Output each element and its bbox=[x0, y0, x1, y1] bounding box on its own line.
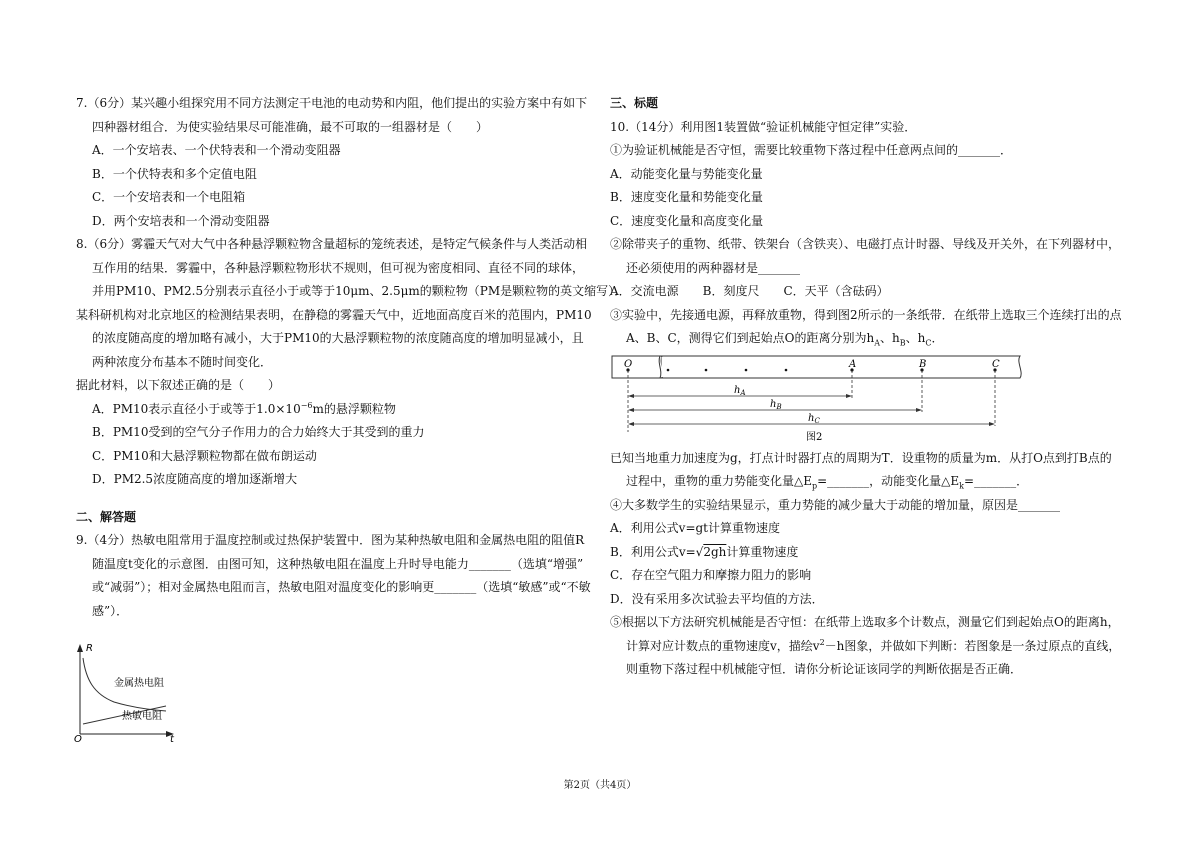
q9-stem-2: 随温度t变化的示意图．由图可知，这种热敏电阻在温度上升时导电能力_______（选填“增强” bbox=[92, 556, 584, 571]
q8-stem-2: 互作用的结果．雾霾中，各种悬浮颗粒物形状不规则，但可视为密度相同、直径不同的球体， bbox=[92, 260, 585, 275]
resistance-temperature-graph bbox=[74, 640, 184, 744]
q7-stem-2: 四种器材组合．为使实验结果尽可能准确，最不可取的一组器材是（ ） bbox=[92, 119, 489, 134]
tape-left-segment bbox=[612, 356, 662, 378]
section-3-heading: 三、标题 bbox=[610, 96, 659, 110]
q10-part5-1: ⑤根据以下方法研究机械能是否守恒：在纸带上选取多个计数点，测量它们到起始点O的距离h， bbox=[610, 615, 1120, 629]
label-o: O bbox=[624, 359, 633, 370]
fig2-caption: 图2 bbox=[806, 432, 823, 443]
left-column bbox=[76, 92, 627, 623]
question-9 bbox=[76, 529, 596, 623]
q7-option-c: C．一个安培表和一个电阻箱 bbox=[92, 190, 246, 204]
label-c: C bbox=[992, 359, 1000, 370]
q10-part5-3: 则重物下落过程中机械能守恒．请你分析论证该同学的判断依据是否正确． bbox=[626, 662, 1023, 676]
label-ha: $h_A$ bbox=[734, 385, 746, 397]
q10-part2-2: 还必须使用的两种器材是_______ bbox=[626, 260, 801, 275]
q8-stem-3: 并用PM10、PM2.5分别表示直径小于或等于10μm、2.5μm的颗粒物（PM是颗粒物的英文缩写）． bbox=[92, 284, 627, 298]
tape-right-segment bbox=[661, 356, 1021, 378]
q10-part5-2: 计算对应计数点的重物速度v，描绘$v^2-h$图象，并做如下判断：若图象是一条过原点的直线， bbox=[626, 637, 1121, 653]
q7-option-b: B．一个伏特表和多个定值电阻 bbox=[92, 166, 257, 181]
paper-tape-figure bbox=[610, 354, 1024, 444]
q9-stem-1: 9.（4分）热敏电阻常用于温度控制或过热保护装置中．图为某种热敏电阻和金属热电阻的阻值R bbox=[76, 533, 585, 547]
origin-label: O bbox=[74, 734, 82, 744]
tape-dot-2 bbox=[705, 369, 708, 372]
q7-option-d: D．两个安培表和一个滑动变阻器 bbox=[92, 213, 270, 228]
question-8 bbox=[76, 233, 627, 492]
section-2-heading: 二、解答题 bbox=[76, 509, 137, 524]
x-axis-label: t bbox=[170, 734, 174, 744]
q9-stem-3: 或“减弱”）；相对金属热电阻而言，热敏电阻对温度变化的影响更_______（选填“敏感”或“不敏 bbox=[92, 580, 591, 594]
q8-stem-1: 8.（6分）雾霾天气对大气中各种悬浮颗粒物含量超标的笼统表述，是特定气候条件与人类活动相 bbox=[76, 237, 588, 251]
q8-para2-3: 两种浓度分布基本不随时间变化． bbox=[92, 354, 273, 369]
q8-option-a: A．PM10表示直径小于或等于$1.0\times 10^{-6}m$的悬浮颗粒物 bbox=[92, 400, 396, 416]
tape-dot-4 bbox=[785, 369, 788, 372]
q10-stem: 10.（14分）利用图1装置做“验证机械能守恒定律”实验． bbox=[610, 119, 917, 134]
page-footer: 第2页（共4页） bbox=[563, 780, 637, 791]
q10-part4-option-b: B．利用公式v=√2gh计算重物速度 bbox=[610, 544, 799, 559]
q10-part4-option-a: A．利用公式v=gt计算重物速度 bbox=[610, 521, 781, 535]
q8-ask: 据此材料，以下叙述正确的是（ ） bbox=[76, 378, 281, 392]
q10-part4-option-c: C．存在空气阻力和摩擦力阻力的影响 bbox=[610, 568, 812, 582]
q8-option-d: D．PM2.5浓度随高度的增加逐渐增大 bbox=[92, 472, 298, 486]
label-a: A bbox=[849, 359, 857, 370]
label-b: B bbox=[919, 359, 927, 370]
q10-after-fig-1: 已知当地重力加速度为g，打点计时器打点的周期为T．设重物的质量为m．从打O点到打B点的 bbox=[610, 450, 1112, 465]
q10-part2-options: A．交流电源 B．刻度尺 C．天平（含砝码） bbox=[610, 284, 889, 298]
q10-part1-option-c: C．速度变化量和高度变化量 bbox=[610, 213, 764, 228]
q10-part1-option-b: B．速度变化量和势能变化量 bbox=[610, 190, 763, 204]
q10-part4: ④大多数学生的实验结果显示，重力势能的减少量大于动能的增加量，原因是_______ bbox=[610, 497, 1061, 512]
q10-part3-1: ③实验中，先接通电源，再释放重物，得到图2所示的一条纸带．在纸带上选取三个连续打出的点 bbox=[610, 307, 1122, 322]
metal-label: 金属热电阻 bbox=[114, 678, 164, 689]
q8-option-c: C．PM10和大悬浮颗粒物都在做布朗运动 bbox=[92, 448, 317, 463]
y-axis-arrow bbox=[77, 644, 83, 652]
thermistor-label: 热敏电阻 bbox=[122, 711, 162, 722]
q10-part2-1: ②除带夹子的重物、纸带、铁架台（含铁夹）、电磁打点计时器、导线及开关外，在下列器材中， bbox=[610, 237, 1121, 251]
q10-part3-2: A、B、C，测得它们到起始点O的距离分别为$h_A$、$h_B$、$h_C$． bbox=[626, 331, 944, 348]
q7-option-a: A．一个安培表、一个伏特表和一个滑动变阻器 bbox=[92, 143, 341, 157]
tape-dot-1 bbox=[667, 369, 670, 372]
q8-para2-1: 某科研机构对北京地区的检测结果表明，在静稳的雾霾天气中，近地面高度百米的范围内，PM10 bbox=[76, 307, 592, 322]
q7-stem-1: 7.（6分）某兴趣小组探究用不同方法测定干电池的电动势和内阻，他们提出的实验方案中有如下 bbox=[76, 96, 588, 110]
tape-dot-3 bbox=[745, 369, 748, 372]
q10-part4-option-d: D．没有采用多次试验去平均值的方法． bbox=[610, 591, 824, 606]
q8-option-b: B．PM10受到的空气分子作用力的合力始终大于其受到的重力 bbox=[92, 425, 425, 439]
label-hc: $h_C$ bbox=[808, 413, 820, 425]
question-7 bbox=[76, 92, 596, 233]
q10-part1: ①为验证机械能是否守恒，需要比较重物下落过程中任意两点间的_______． bbox=[610, 143, 1013, 157]
label-hb: $h_B$ bbox=[770, 399, 782, 411]
q9-stem-4: 感”）． bbox=[92, 603, 129, 618]
q10-after-fig-2: 过程中，重物的重力势能变化量$\triangle E_p=\_\_\_\_\_\_\_$，动能变化量$\triangle E_k=\_\_\_\_\_\_\_$． bbox=[626, 474, 1029, 491]
y-axis-label: R bbox=[86, 643, 93, 654]
q10-part1-option-a: A．动能变化量与势能变化量 bbox=[610, 166, 763, 181]
q8-para2-2: 的浓度随高度的增加略有减小，大于PM10的大悬浮颗粒物的浓度随高度的增加明显减小，且 bbox=[92, 331, 584, 345]
